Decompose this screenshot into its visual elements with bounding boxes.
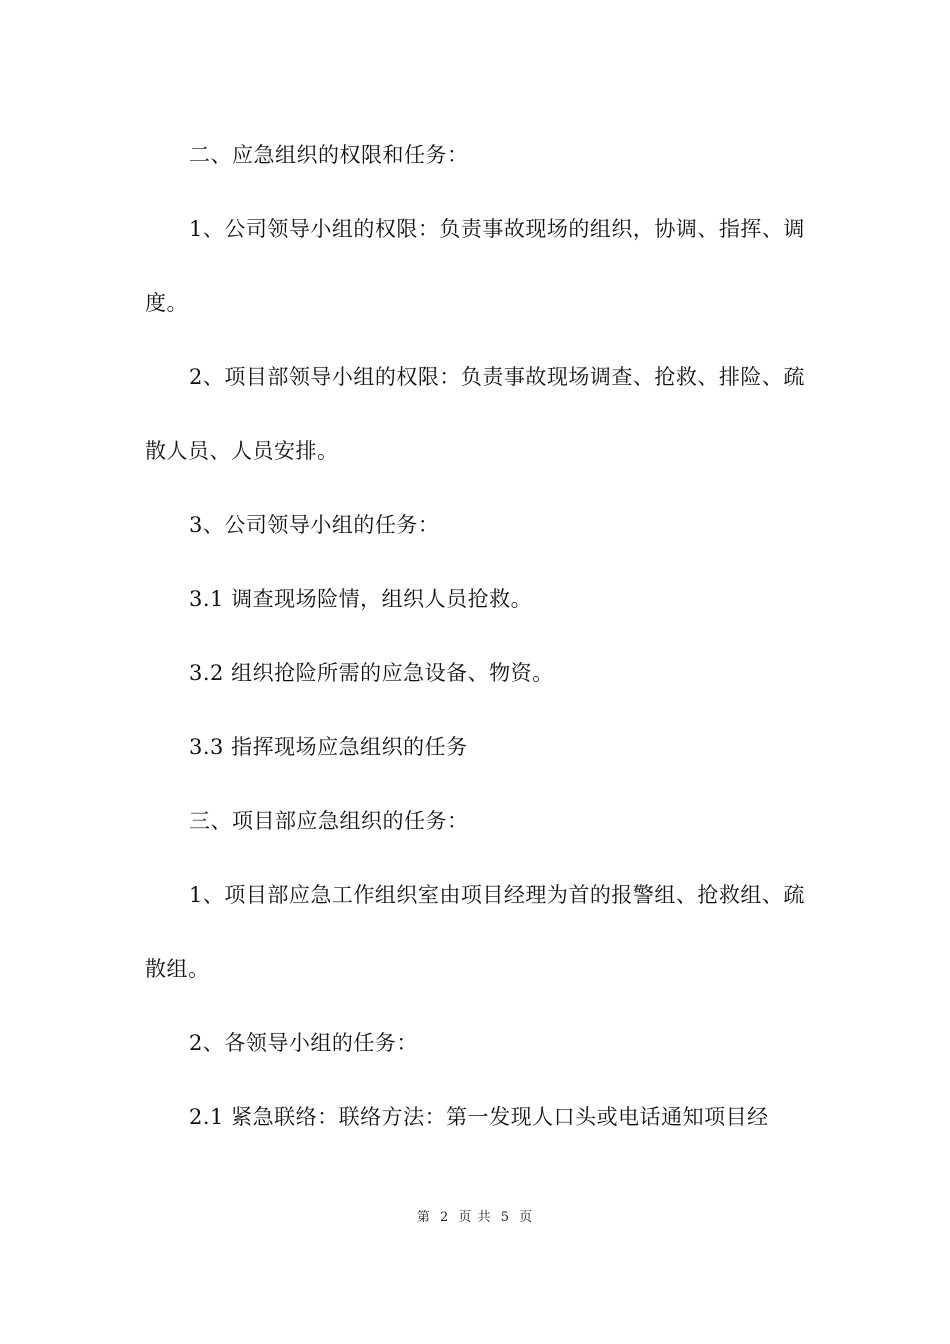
footer-middle: 页 共 [458,1210,492,1225]
list-item-3-2: 3.2 组织抢险所需的应急设备、物资。 [189,661,554,685]
paragraph-group-tasks: 2、各领导小组的任务： [189,1031,418,1055]
section-heading-3: 三、项目部应急组织的任务： [189,809,469,833]
page-footer [0,1206,950,1225]
list-item-3-1: 3.1 调查现场险情，组织人员抢救。 [189,587,533,611]
section-heading-2: 二、应急组织的权限和任务： [189,143,469,167]
paragraph-project-authority: 2、项目部领导小组的权限：负责事故现场调查、抢救、排险、疏散人员、人员安排。 [145,365,805,463]
paragraph-project-office: 1、项目部应急工作组织室由项目经理为首的报警组、抢救组、疏散组。 [145,883,805,981]
paragraph-company-tasks: 3、公司领导小组的任务： [189,513,440,537]
footer-suffix: 页 [519,1210,534,1225]
footer-total-pages: 5 [500,1210,510,1225]
paragraph-company-authority: 1、公司领导小组的权限：负责事故现场的组织，协调、指挥、调度。 [145,217,805,315]
footer-prefix: 第 [416,1210,431,1225]
list-item-3-3: 3.3 指挥现场应急组织的任务 [189,735,468,759]
footer-page-number: 2 [440,1210,450,1225]
list-item-2-1: 2.1 紧急联络：联络方法：第一发现人口头或电话通知项目经 [189,1105,769,1129]
